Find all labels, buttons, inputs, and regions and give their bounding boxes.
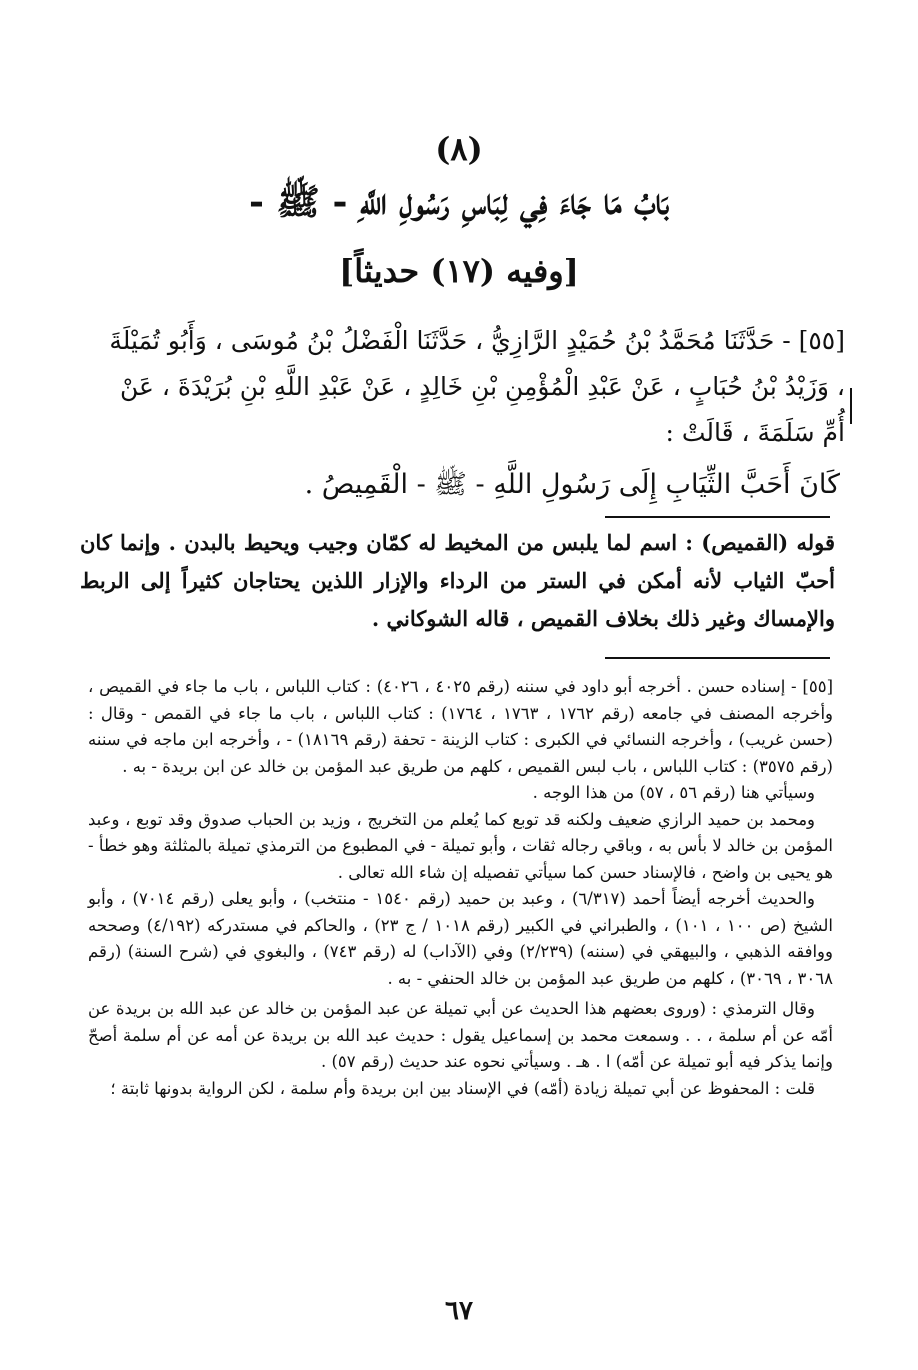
hadith-matn: كَانَ أَحَبَّ الثِّيَابِ إِلَى رَسُولِ اللَّهِ - ﷺ - الْقَمِيصُ . bbox=[304, 469, 840, 500]
page-number: ٦٧ bbox=[445, 1296, 473, 1326]
divider-footnotes bbox=[605, 657, 830, 659]
divider-top bbox=[605, 516, 830, 518]
footnote-paragraph: وقال الترمذي : (وروى بعضهم هذا الحديث عن أبي تميلة عن عبد المؤمن بن خالد عن عبد الله بن بريدة عن أمّه عن أم سلمة ، . . وسمعت محمد بن إسماعيل يقول : حديث عبد الله بن بريدة عن أمه عن أم سلمة أصحّ وإنما يذكر فيه أبو تميلة عن أمّه) ا . هـ . وسيأتي نحوه عند حديث (رقم ٥٧) . bbox=[88, 999, 833, 1071]
footnotes-section bbox=[88, 674, 833, 1102]
footnote-paragraph: والحديث أخرجه أيضاً أحمد (٦/٣١٧) ، وعبد بن حميد (رقم ١٥٤٠ - منتخب) ، وأبو يعلى (رقم ٧٠١٤) ، وأبو الشيخ (ص ١٠٠ ، ١٠١) ، والطبراني في الكبير (رقم ١٠١٨ / ج ٢٣) ، والحاكم في مستدركه (٤/١٩٢) وصححه ووافقه الذهبي ، والبيهقي في (سننه) (٢/٢٣٩) وفي (الآداب) له (رقم ٧٤٣) ، والبغوي في (شرح السنة) (رقم ٣٠٦٨ ، ٣٠٦٩) ، كلهم من طريق عبد المؤمن بن خالد الحنفي - به . bbox=[88, 889, 834, 988]
hadith-isnad: [٥٥] - حَدَّثَنَا مُحَمَّدُ بْنُ حُمَيْدٍ الرَّازِيُّ ، حَدَّثَنَا الْفَضْلُ بْنُ مُوسَى ، وَأَبُو تُمَيْلَةَ ، وَزَيْدُ بْنُ حُبَابٍ ، عَنْ عَبْدِ الْمُؤْمِنِ بْنِ خَالِدٍ ، عَنْ عَبْدِ اللَّهِ بْنِ بُرَيْدَةَ ، عَنْ أُمِّ سَلَمَةَ ، قَالَتْ : bbox=[109, 326, 845, 447]
footnote-paragraph: [٥٥] - إسناده حسن . أخرجه أبو داود في سننه (رقم ٤٠٢٥ ، ٤٠٢٦) : كتاب اللباس ، باب ما جاء في القميص ، وأخرجه المصنف في جامعه (رقم ١٧٦٢ ، ١٧٦٣ ، ١٧٦٤) : كتاب اللباس ، باب ما جاء في القمص - وقال : (حسن غريب) ، وأخرجه النسائي في الكبرى : كتاب الزينة - تحفة (رقم ١٨١٦٩) - ، وأخرجه ابن ماجه في سننه (رقم ٣٥٧٥) : كتاب اللباس ، باب لبس القميص ، كلهم من طريق عبد المؤمن بن خالد عن ابن بريدة - به . bbox=[88, 677, 833, 776]
commentary-text: قوله (القميص) : اسم لما يلبس من المخيط له كمّان وجيب ويحيط بالبدن . وإنما كان أحبّ الثياب لأنه أمكن في الستر من الرداء والإزار اللذين يحتاجان كثيراً إلى الربط والإمساك وغير ذلك بخلاف القميص ، قاله الشوكاني . bbox=[80, 530, 835, 631]
footnote-paragraph: وسيأتي هنا (رقم ٥٦ ، ٥٧) من هذا الوجه . bbox=[532, 783, 815, 802]
footnote-paragraph: ومحمد بن حميد الرازي ضعيف ولكنه قد توبع كما يُعلم من التخريج ، وزيد بن الحباب صدوق وقد توبع ، وعبد المؤمن بن خالد لا بأس به ، وباقي رجاله ثقات ، وأبو تميلة - في المطبوع من الترمذي تميلة بالمثلثة وهو خطأ - هو يحيى بن واضح ، فالإسناد حسن كما سيأتي تفصيله إن شاء الله تعالى . bbox=[88, 809, 833, 882]
margin-mark bbox=[850, 388, 852, 424]
footnote-paragraph: قلت : المحفوظ عن أبي تميلة زيادة (أمّه) في الإسناد بين ابن بريدة وأم سلمة ، لكن الرواية بدونها ثابتة ؛ bbox=[110, 1078, 815, 1098]
chapter-title: بَابُ مَا جَاءَ فِي لِبَاسِ رَسُولِ اللَّهِ - ﷺ - bbox=[248, 181, 670, 223]
chapter-hadith-count: [وفيه (١٧) حديثاً] bbox=[339, 252, 579, 290]
chapter-number: (٨) bbox=[435, 130, 483, 168]
